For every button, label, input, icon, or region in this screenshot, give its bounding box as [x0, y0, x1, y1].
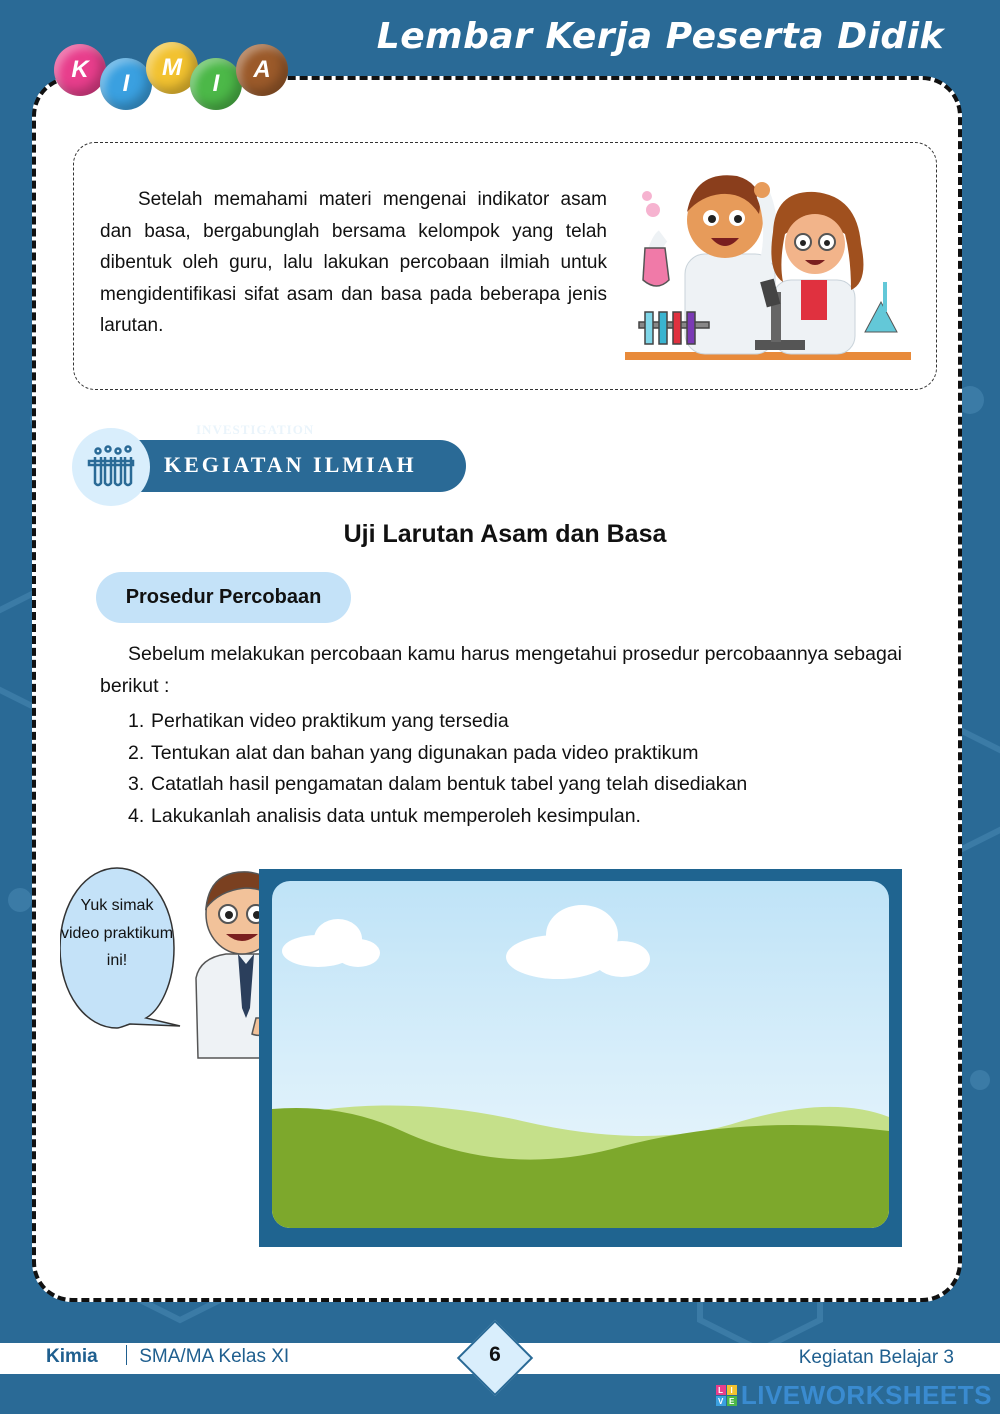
- liveworksheets-logo-icon: L I V E: [716, 1385, 737, 1406]
- test-tubes-icon: [72, 428, 150, 506]
- intro-paragraph: Setelah memahami materi mengenai indikator asam dan basa, bergabunglah bersama kelompok yang telah dibentuk oleh guru, lalu lakukan percobaan ilmiah untuk mengidentifikasi sifat asam dan basa pada beberapa jenis larutan.: [100, 189, 607, 336]
- activity-title: Uji Larutan Asam dan Basa: [343, 520, 667, 548]
- section-watermark: INVESTIGATION: [196, 422, 315, 437]
- list-item: 1. Perhatikan video praktikum yang tersedia: [128, 710, 509, 732]
- list-item: 3. Catatlah hasil pengamatan dalam bentuk tabel yang telah disediakan: [128, 773, 748, 795]
- video-player[interactable]: [272, 881, 889, 1228]
- speech-text: Yuk simak video praktikum ini!: [60, 897, 174, 969]
- logo-ball-i2: I: [190, 58, 242, 110]
- procedure-subheading: Prosedur Percobaan: [96, 572, 351, 623]
- footer-unit: Kegiatan Belajar 3: [798, 1347, 954, 1368]
- section-label: KEGIATAN ILMIAH: [164, 452, 417, 477]
- logo-ball-a: A: [236, 44, 288, 96]
- footer-divider: [126, 1345, 128, 1365]
- liveworksheets-brand: [716, 1380, 992, 1411]
- list-item: 4. Lakukanlah analisis data untuk memperoleh kesimpulan.: [128, 804, 641, 827]
- kimia-logo: [54, 40, 294, 115]
- scientists-illustration: [625, 162, 915, 367]
- page-number: 6: [489, 1343, 501, 1366]
- worksheet-title: Lembar Kerja Peserta Didik: [376, 16, 944, 57]
- liveworksheets-name: LIVEWORKSHEETS: [740, 1380, 992, 1410]
- procedure-steps: [128, 706, 747, 832]
- logo-ball-k: K: [54, 44, 106, 96]
- logo-ball-i: I: [100, 58, 152, 110]
- speech-bubble: [60, 866, 174, 1032]
- section-tag: [72, 428, 472, 508]
- procedure-intro: Sebelum melakukan percobaan kamu harus mengetahui prosedur percobaannya sebagai berikut :: [100, 643, 903, 697]
- footer-left: [46, 1345, 289, 1368]
- list-item: 2. Tentukan alat dan bahan yang digunakan pada video praktikum: [128, 741, 699, 764]
- logo-ball-m: M: [146, 42, 198, 94]
- footer-subject: Kimia: [46, 1346, 98, 1367]
- footer-level: SMA/MA Kelas XI: [139, 1346, 290, 1367]
